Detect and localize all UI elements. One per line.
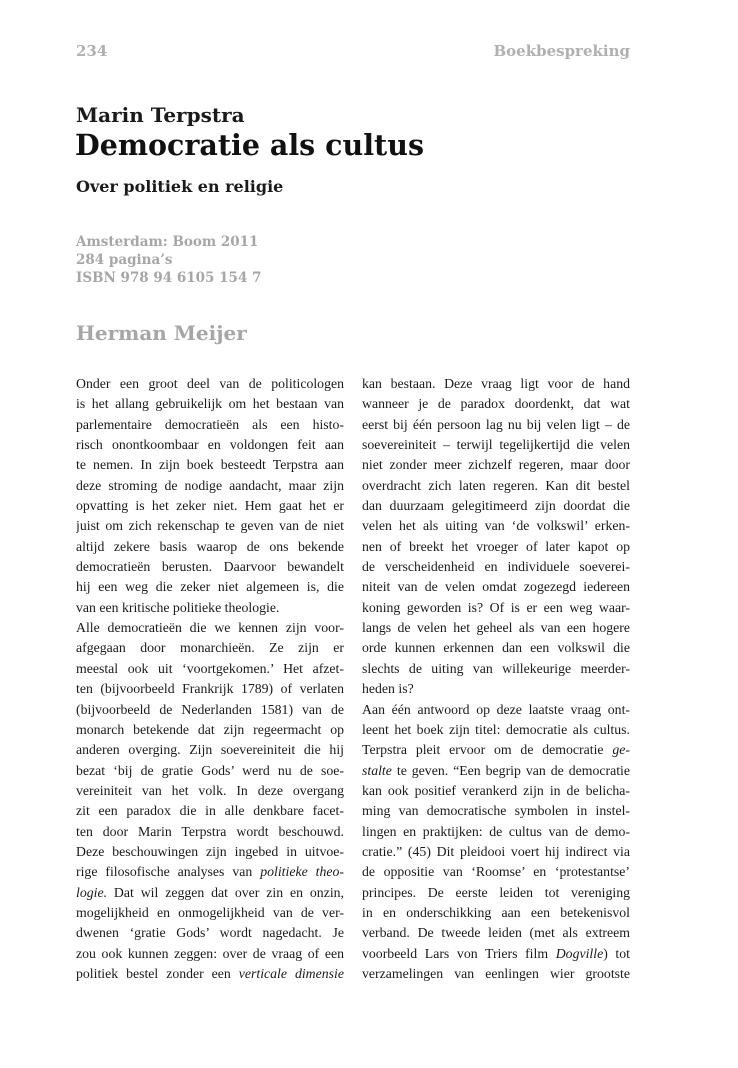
- text-line: van een kritische politieke theologie.: [76, 599, 280, 615]
- text-line: logie. Dat wil zeggen dat over zin en onzin,: [76, 884, 344, 900]
- text-line: politiek bestel zonder een verticale dimensie: [76, 965, 344, 981]
- text-line: hij een weg die zeker niet algemeen is, die: [76, 579, 344, 595]
- text-line: ming van democratische symbolen in instel-: [362, 803, 630, 819]
- book-subtitle: Over politiek en religie: [76, 177, 284, 196]
- text-line: de verscheidenheid en individuele soeverei-: [362, 559, 630, 575]
- text-line: anderen overging. Zijn soevereiniteit die hij: [76, 742, 344, 758]
- text-line: slechts de uiting van willekeurige meerder-: [362, 660, 630, 676]
- text-line: velen het als uiting van ‘de volkswil’ erken-: [362, 518, 630, 534]
- text-line: principes. De eerste leiden tot vereniging: [362, 884, 630, 900]
- publication-info: [76, 233, 261, 287]
- text-line: koning geworden is? Of is er een weg waar-: [362, 599, 630, 615]
- text-line: eerst bij één persoon lag nu bij velen ligt – de: [362, 416, 630, 432]
- left-text-column: [76, 374, 344, 984]
- text-line: langs de velen het geheel als van een hogere: [362, 620, 630, 636]
- text-line: verband. De tweede leiden (met als extreem: [362, 925, 630, 941]
- text-line: Onder een groot deel van de politicologen: [76, 376, 344, 391]
- text-line: risch onontkoombaar en voldongen feit aan: [76, 437, 344, 453]
- text-line: mogelijkheid en onmogelijkheid van de ver-: [76, 904, 344, 920]
- text-line: cratie.” (45) Dit pleidooi voert hij indirect via: [362, 843, 630, 859]
- isbn-line: ISBN 978 94 6105 154 7: [76, 270, 262, 286]
- text-line: altijd zekere basis waarop de ons bekende: [76, 538, 344, 554]
- text-line: (bijvoorbeeld de Nederlanden 1581) van de: [76, 701, 344, 717]
- text-line: soevereiniteit – terwijl tegelijkertijd die velen: [362, 437, 630, 453]
- text-line: zit een paradox die in alle denkbare facet-: [76, 803, 344, 819]
- pages-line: 284 pagina’s: [76, 252, 173, 268]
- text-line: overdracht zich laten regeren. Kan dit bestel: [362, 477, 630, 493]
- text-line: Aan één antwoord op deze laatste vraag ont-: [362, 701, 630, 717]
- text-line: wanneer je de paradox doordenkt, dat wat: [362, 396, 630, 412]
- text-line: orde kunnen erkennen dan een volkswil die: [362, 640, 630, 656]
- text-line: stalte te geven. “Een begrip van de democratie: [362, 762, 630, 778]
- text-line: niet zonder meer zichzelf regeren, maar door: [362, 457, 630, 473]
- text-line: nen of breekt het vroeger of later kapot op: [362, 538, 630, 554]
- text-line: rige filosofische analyses van politieke theo-: [76, 864, 344, 880]
- text-line: juist om zich rekenschap te geven van de niet: [76, 518, 344, 534]
- text-line: niteit van de velen omdat zogezegd iedereen: [362, 579, 630, 595]
- text-line: afgegaan door monarchieën. Ze zijn er: [76, 640, 344, 656]
- text-line: leent het boek zijn titel: democratie als cultus.: [362, 721, 630, 737]
- text-line: dwenen ‘gratie Gods’ wordt nagedacht. Je: [76, 925, 344, 941]
- text-line: lingen en praktijken: de cultus van de demo-: [362, 823, 630, 839]
- text-line: Alle democratieën die we kennen zijn voor-: [76, 620, 344, 636]
- text-line: dan duurzaam gelegitimeerd zijn doordat die: [362, 498, 630, 514]
- book-author: Marin Terpstra: [76, 103, 245, 127]
- text-line: verzamelingen van eenlingen wier grootste: [362, 965, 630, 981]
- reviewer-name: Herman Meijer: [76, 321, 247, 345]
- text-line: kan ook positief verankerd zijn in de belicha-: [362, 782, 630, 798]
- running-head: Boekbespreking: [493, 42, 630, 60]
- text-line: de oppositie van ‘Roomse’ en ‘protestantse’: [362, 864, 630, 880]
- text-line: bezat ‘bij de gratie Gods’ werd nu de soe-: [76, 762, 344, 778]
- text-line: in en onderschikking aan een betekenisvol: [362, 904, 630, 920]
- book-title: Democratie als cultus: [75, 128, 424, 162]
- text-line: opvatting is het zeker niet. Hem gaat het er: [76, 498, 344, 514]
- text-line: heden is?: [362, 681, 414, 697]
- text-line: vereiniteit van het volk. In deze overgang: [76, 782, 344, 798]
- text-line: ten door Marin Terpstra wordt beschouwd.: [76, 823, 344, 839]
- text-line: Deze beschouwingen zijn ingebed in uitvoe-: [76, 843, 344, 859]
- right-text-column: [362, 374, 630, 984]
- text-line: deze stroming de nodige aandacht, maar zijn: [76, 477, 344, 493]
- page-number: 234: [76, 42, 108, 60]
- text-line: ten (bijvoorbeeld Frankrijk 1789) of verlaten: [76, 681, 344, 697]
- text-line: te nemen. In zijn boek besteedt Terpstra aan: [76, 457, 344, 473]
- text-line: democratieën berusten. Daarvoor bewandelt: [76, 559, 344, 575]
- text-line: Terpstra pleit ervoor om de democratie ge-: [362, 742, 630, 758]
- text-line: meestal ook uit ‘voortgekomen.’ Het afzet-: [76, 660, 344, 676]
- text-line: parlementaire democratieën als een histo-: [76, 416, 344, 432]
- text-line: zou ook kunnen zeggen: over de vraag of een: [76, 945, 344, 961]
- publisher-line: Amsterdam: Boom 2011: [76, 234, 259, 250]
- text-line: monarch betekende dat zijn regeermacht op: [76, 721, 344, 737]
- text-line: is het allang gebruikelijk om het bestaan van: [76, 396, 344, 412]
- text-line: kan bestaan. Deze vraag ligt voor de hand: [362, 376, 630, 391]
- text-line: voorbeeld Lars von Triers film Dogville) tot: [362, 945, 630, 961]
